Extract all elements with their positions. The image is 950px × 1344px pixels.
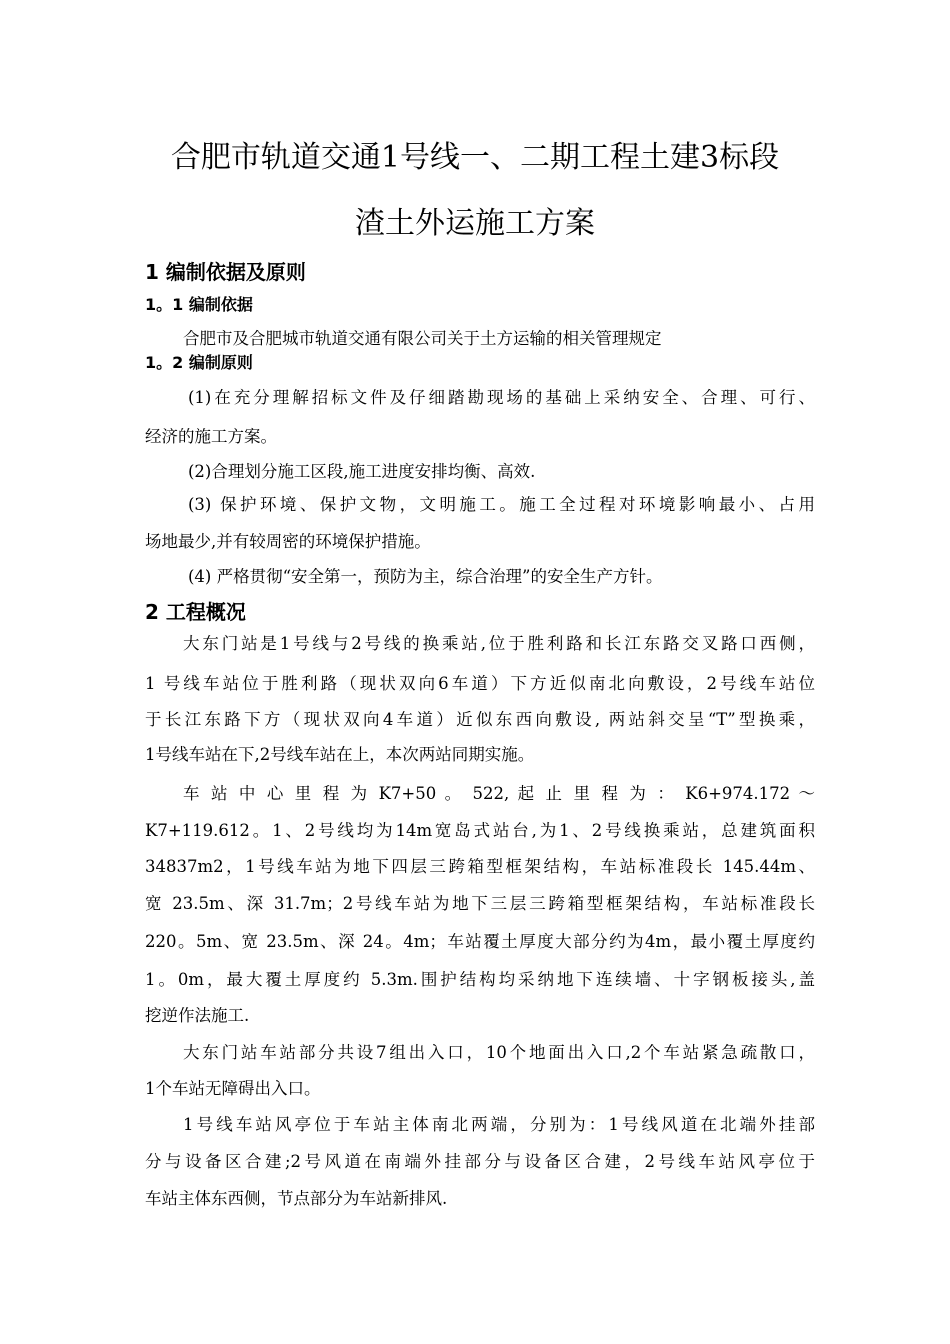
section-1-1-text: 合肥市及合肥城市轨道交通有限公司关于土方运输的相关管理规定 [183, 329, 662, 348]
overview-p3-line-1: 大东门站车站部分共设7组出入口，10个地面出入口,2个车站紧急疏散口， [183, 1043, 815, 1062]
principle-1-line-2: 经济的施工方案。 [145, 427, 277, 446]
overview-p4-line-2: 分与设备区合建;2号风道在南端外挂部分与设备区合建，2号线车站风亭位于 [145, 1152, 815, 1171]
principle-4: (4) 严格贯彻“安全第一，预防为主，综合治理”的安全生产方针。 [188, 567, 663, 586]
principle-1-line-1: (1)在充分理解招标文件及仔细踏勘现场的基础上采纳安全、合理、可行、 [188, 388, 815, 407]
overview-p4-line-3: 车站主体东西侧，节点部分为车站新排风. [145, 1189, 448, 1208]
document-title-line-1: 合肥市轨道交通1号线一、二期工程土建3标段 [170, 140, 780, 175]
overview-p1-line-1: 大东门站是1号线与2号线的换乘站,位于胜利路和长江东路交叉路口西侧， [183, 634, 815, 653]
overview-p3-line-2: 1个车站无障碍出入口。 [145, 1079, 321, 1098]
principle-3-line-2: 场地最少,并有较周密的环境保护措施。 [145, 532, 431, 551]
overview-p2-line-7: 挖逆作法施工. [145, 1006, 250, 1025]
overview-p2-line-6: 1。0m，最大覆土厚度约 5.3m.围护结构均采纳地下连续墙、十字钢板接头,盖 [145, 970, 815, 989]
overview-p4-line-1: 1号线车站风亭位于车站主体南北两端，分别为：1号线风道在北端外挂部 [183, 1115, 815, 1134]
section-2-heading: 2 工程概况 [145, 600, 246, 624]
overview-p2-line-3: 34837m2，1号线车站为地下四层三跨箱型框架结构，车站标准段长 145.44m、 [145, 857, 815, 876]
overview-p1-line-4: 1号线车站在下,2号线车站在上，本次两站同期实施。 [145, 745, 535, 764]
section-1-1-heading: 1。1 编制依据 [145, 295, 253, 314]
section-1-2-heading: 1。2 编制原则 [145, 353, 253, 372]
overview-p1-line-3: 于长江东路下方（现状双向4车道）近似东西向敷设, 两站斜交呈“T”型换乘， [145, 710, 815, 729]
overview-p2-line-2: K7+119.612。1、2号线均为14m宽岛式站台,为1、2号线换乘站，总建筑面积 [145, 821, 815, 840]
overview-p2-line-4: 宽 23.5m、深 31.7m；2号线车站为地下三层三跨箱型框架结构，车站标准段长 [145, 894, 815, 913]
overview-p2-line-5: 220。5m、宽 23.5m、深 24。4m；车站覆土厚度大部分约为4m，最小覆土厚度约 [145, 932, 815, 951]
overview-p2-line-1: 车 站 中 心 里 程 为 K7+50 。 522, 起 止 里 程 为 ： K6+974.172 ～ [183, 784, 815, 803]
principle-2: (2)合理划分施工区段,施工进度安排均衡、高效. [188, 462, 536, 481]
overview-p1-line-2: 1 号线车站位于胜利路（现状双向6车道）下方近似南北向敷设，2号线车站位 [145, 674, 815, 693]
section-1-heading: 1 编制依据及原则 [145, 260, 306, 284]
document-title-line-2: 渣土外运施工方案 [355, 206, 595, 241]
principle-3-line-1: (3) 保护环境、保护文物，文明施工。施工全过程对环境影响最小、占用 [188, 495, 815, 514]
